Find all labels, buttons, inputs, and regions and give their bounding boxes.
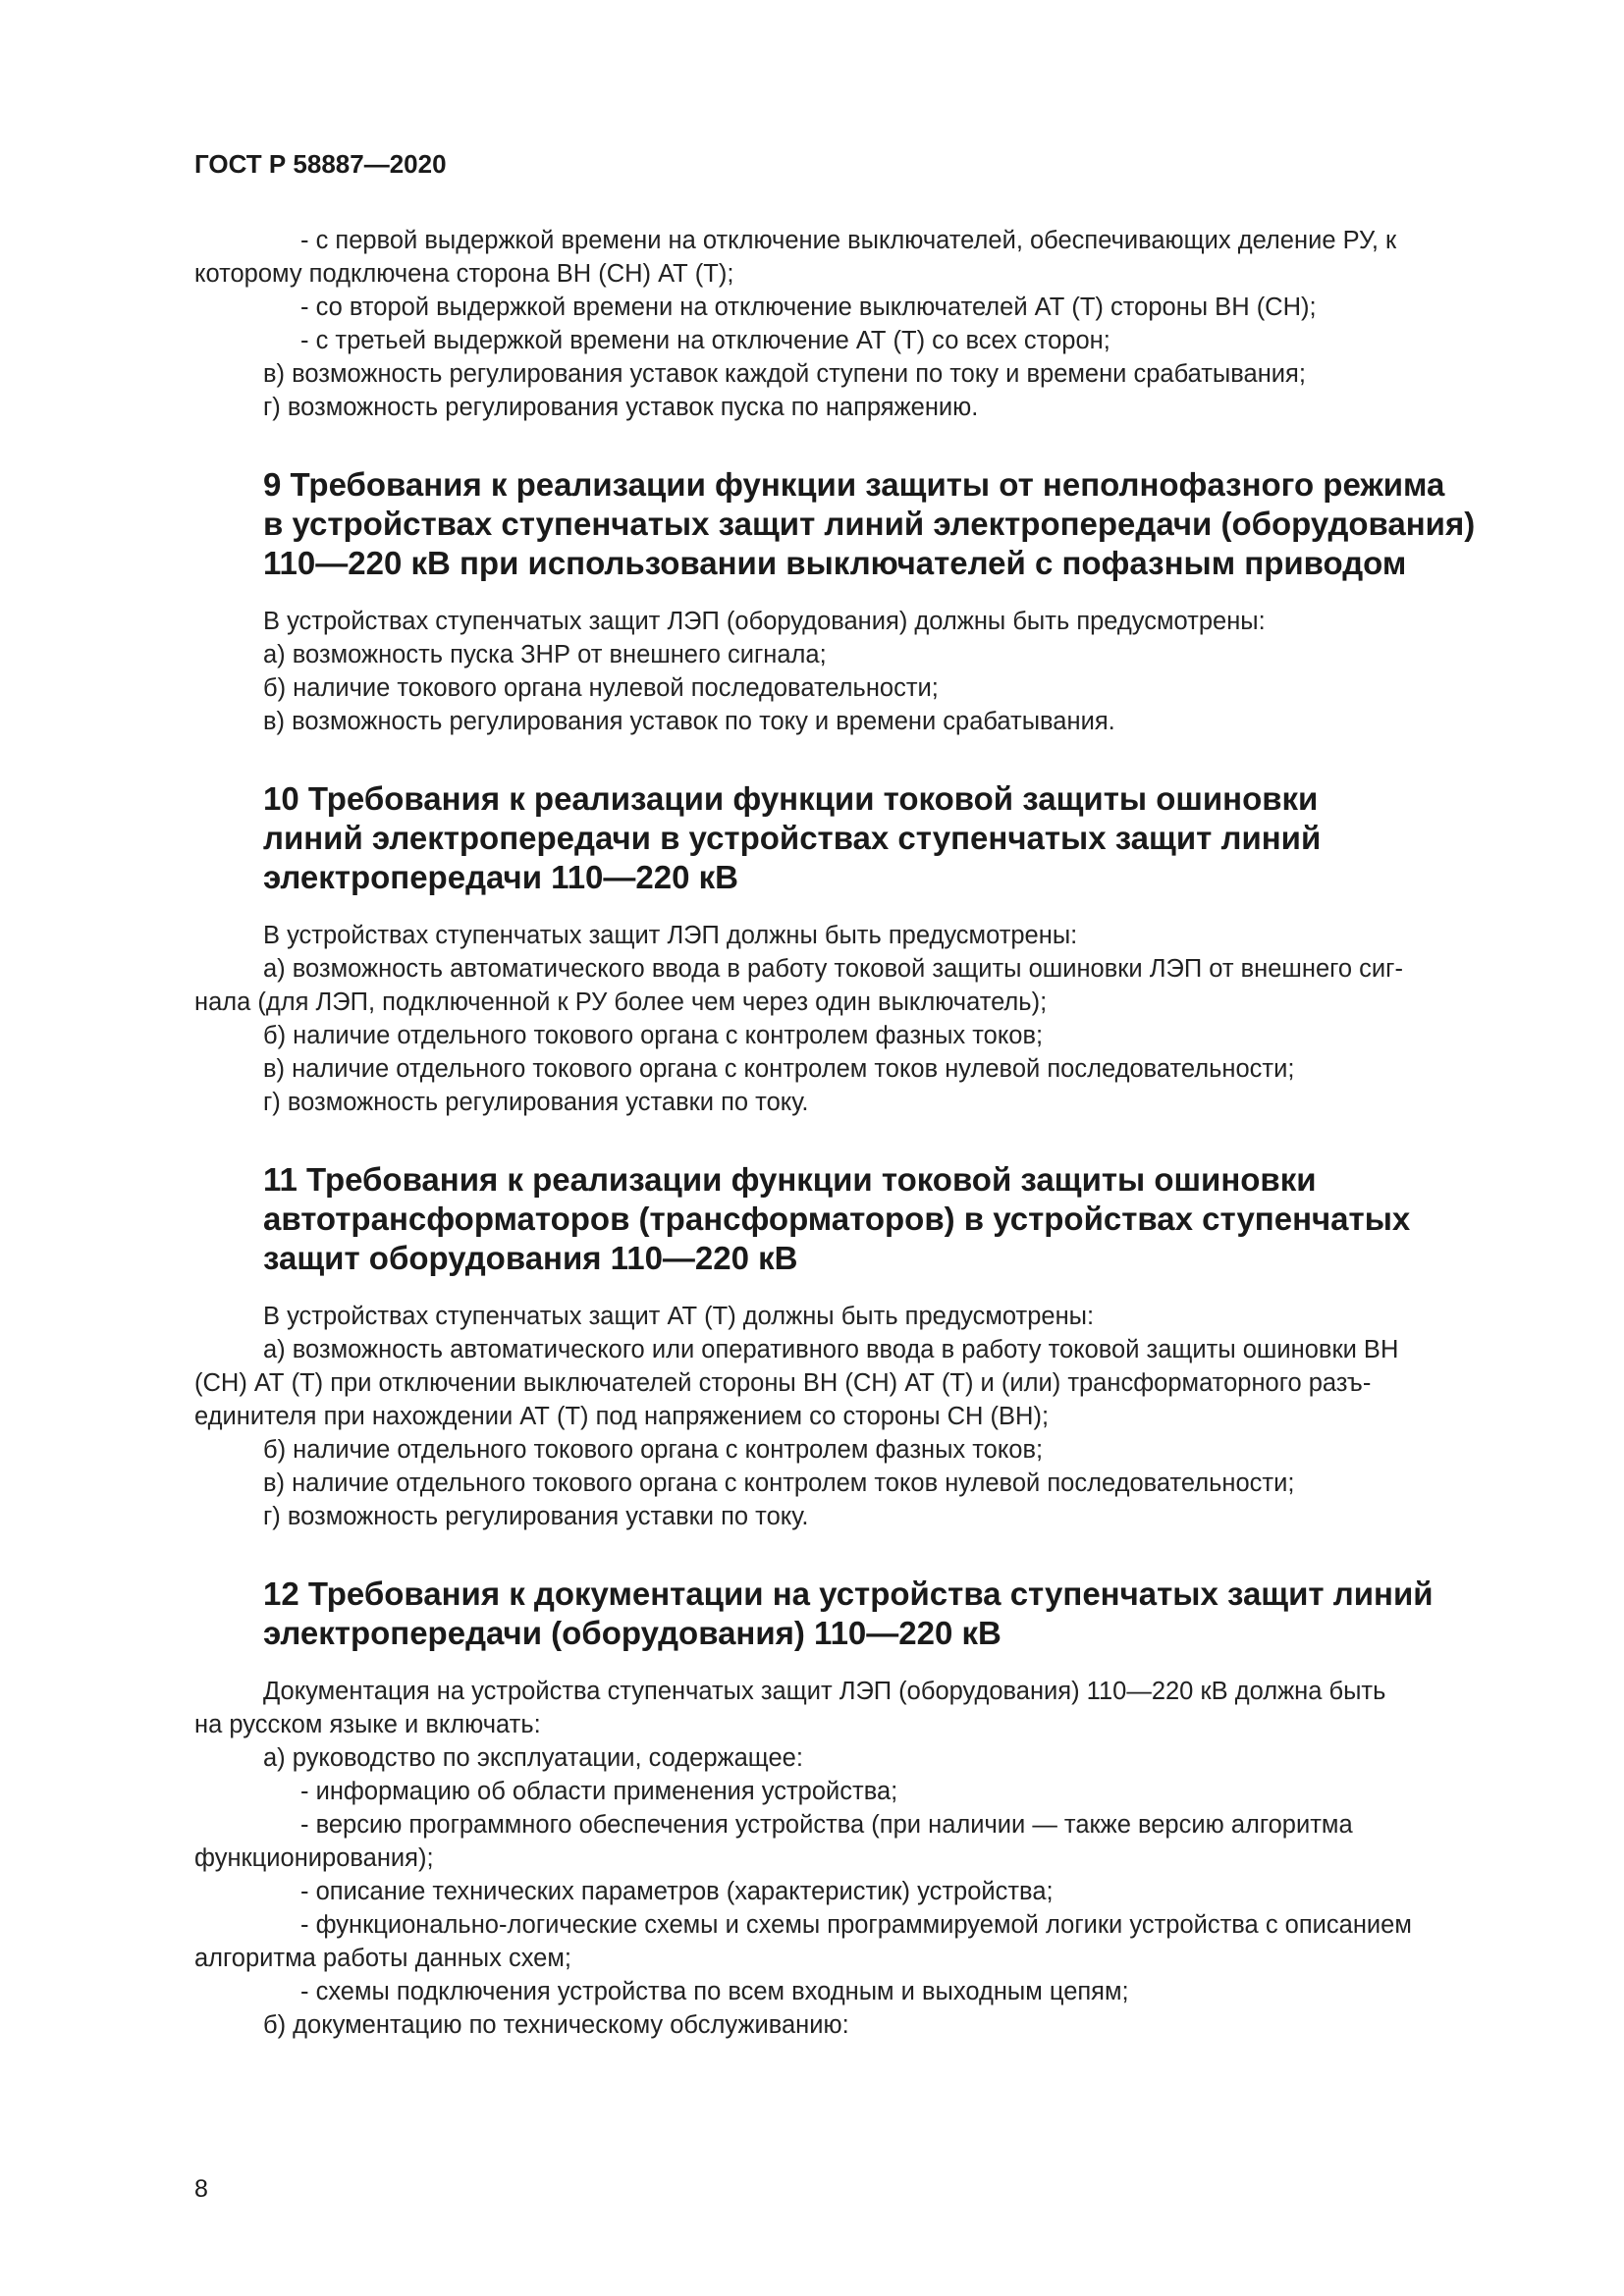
page-number: 8 xyxy=(194,2175,208,2203)
paragraph-line: а) возможность пуска ЗНР от внешнего сигнала; xyxy=(263,641,827,668)
paragraph-line: В устройствах ступенчатых защит АТ (Т) должны быть предусмотрены: xyxy=(263,1303,1095,1330)
list-dash-item: - с первой выдержкой времени на отключение выключателей, обеспечивающих деление РУ, к xyxy=(300,227,1397,254)
section-heading-line: 9 Требования к реализации функции защиты от неполнофазного режима xyxy=(263,466,1445,503)
section-heading xyxy=(194,1575,1515,1653)
paragraph-line: в) возможность регулирования уставок каждой ступени по току и времени срабатывания; xyxy=(263,360,1306,388)
paragraph-line: б) наличие токового органа нулевой последовательности; xyxy=(263,674,939,702)
section-heading-line: 12 Требования к документации на устройства ступенчатых защит линий xyxy=(263,1575,1434,1612)
document-body xyxy=(194,224,1515,2042)
spacer xyxy=(194,1653,1515,1675)
section-heading-line: защит оборудования 110—220 кВ xyxy=(263,1240,798,1276)
list-dash-item: - с третьей выдержкой времени на отключение АТ (Т) со всех сторон; xyxy=(300,327,1110,354)
section-heading-line: 10 Требования к реализации функции токовой защиты ошиновки xyxy=(263,780,1319,817)
spacer xyxy=(194,424,1515,465)
paragraph-line: Документация на устройства ступенчатых защит ЛЭП (оборудования) 110—220 кВ должна быть xyxy=(263,1678,1386,1705)
section-heading-line: 110—220 кВ при использовании выключателей с пофазным приводом xyxy=(263,545,1407,581)
spacer xyxy=(194,1533,1515,1575)
document-code: ГОСТ Р 58887—2020 xyxy=(194,149,447,179)
paragraph-continuation: функционирования); xyxy=(194,1844,434,1872)
paragraph-continuation: нала (для ЛЭП, подключенной к РУ более чем через один выключатель); xyxy=(194,988,1048,1016)
spacer xyxy=(194,738,1515,779)
paragraph-line: б) документацию по техническому обслуживанию: xyxy=(263,2011,849,2039)
paragraph-line: а) возможность автоматического ввода в работу токовой защиты ошиновки ЛЭП от внешнего сиг- xyxy=(263,955,1403,983)
spacer xyxy=(194,1119,1515,1160)
paragraph-continuation: которому подключена сторона ВН (СН) АТ (Т); xyxy=(194,260,734,288)
list-dash-item: - со второй выдержкой времени на отключение выключателей АТ (Т) стороны ВН (СН); xyxy=(300,294,1317,321)
spacer xyxy=(194,897,1515,919)
paragraph-continuation: единителя при нахождении АТ (Т) под напряжением со стороны СН (ВН); xyxy=(194,1403,1050,1430)
paragraph-line: г) возможность регулирования уставки по току. xyxy=(263,1089,809,1116)
paragraph-continuation: на русском языке и включать: xyxy=(194,1711,541,1738)
paragraph-line: б) наличие отдельного токового органа с контролем фазных токов; xyxy=(263,1436,1044,1464)
paragraph-continuation: алгоритма работы данных схем; xyxy=(194,1945,571,1972)
section-heading-line: автотрансформаторов (трансформаторов) в устройствах ступенчатых xyxy=(263,1201,1411,1237)
section-heading-line: электропередачи 110—220 кВ xyxy=(263,859,738,895)
paragraph-line: а) руководство по эксплуатации, содержащее: xyxy=(263,1744,803,1772)
section-heading-line: электропередачи (оборудования) 110—220 кВ xyxy=(263,1615,1001,1651)
section-heading-line: в устройствах ступенчатых защит линий электропередачи (оборудования) xyxy=(263,506,1476,542)
list-dash-item: - функционально-логические схемы и схемы программируемой логики устройства с описанием xyxy=(300,1911,1412,1939)
section-heading xyxy=(194,779,1515,897)
section-heading xyxy=(194,1160,1515,1278)
section-heading-line: линий электропередачи в устройствах ступенчатых защит линий xyxy=(263,820,1322,856)
paragraph-line: г) возможность регулирования уставок пуска по напряжению. xyxy=(263,394,979,421)
paragraph-line: В устройствах ступенчатых защит ЛЭП (оборудования) должны быть предусмотрены: xyxy=(263,608,1266,635)
paragraph-line: в) наличие отдельного токового органа с контролем токов нулевой последовательности; xyxy=(263,1055,1295,1083)
spacer xyxy=(194,1278,1515,1300)
list-dash-item: - информацию об области применения устройства; xyxy=(300,1778,898,1805)
paragraph-line: в) наличие отдельного токового органа с контролем токов нулевой последовательности; xyxy=(263,1469,1295,1497)
section-heading xyxy=(194,465,1515,583)
paragraph-line: б) наличие отдельного токового органа с контролем фазных токов; xyxy=(263,1022,1044,1049)
list-dash-item: - схемы подключения устройства по всем входным и выходным цепям; xyxy=(300,1978,1129,2005)
paragraph-line: В устройствах ступенчатых защит ЛЭП должны быть предусмотрены: xyxy=(263,922,1078,949)
list-dash-item: - версию программного обеспечения устройства (при наличии — также версию алгоритма xyxy=(300,1811,1353,1839)
paragraph-line: г) возможность регулирования уставки по току. xyxy=(263,1503,809,1530)
paragraph-line: а) возможность автоматического или оперативного ввода в работу токовой защиты ошиновки ВН xyxy=(263,1336,1399,1363)
paragraph-continuation: (СН) АТ (Т) при отключении выключателей стороны ВН (СН) АТ (Т) и (или) трансформаторного разъ- xyxy=(194,1369,1372,1397)
section-heading-line: 11 Требования к реализации функции токовой защиты ошиновки xyxy=(263,1161,1317,1198)
spacer xyxy=(194,583,1515,605)
paragraph-line: в) возможность регулирования уставок по току и времени срабатывания. xyxy=(263,708,1115,735)
list-dash-item: - описание технических параметров (характеристик) устройства; xyxy=(300,1878,1054,1905)
